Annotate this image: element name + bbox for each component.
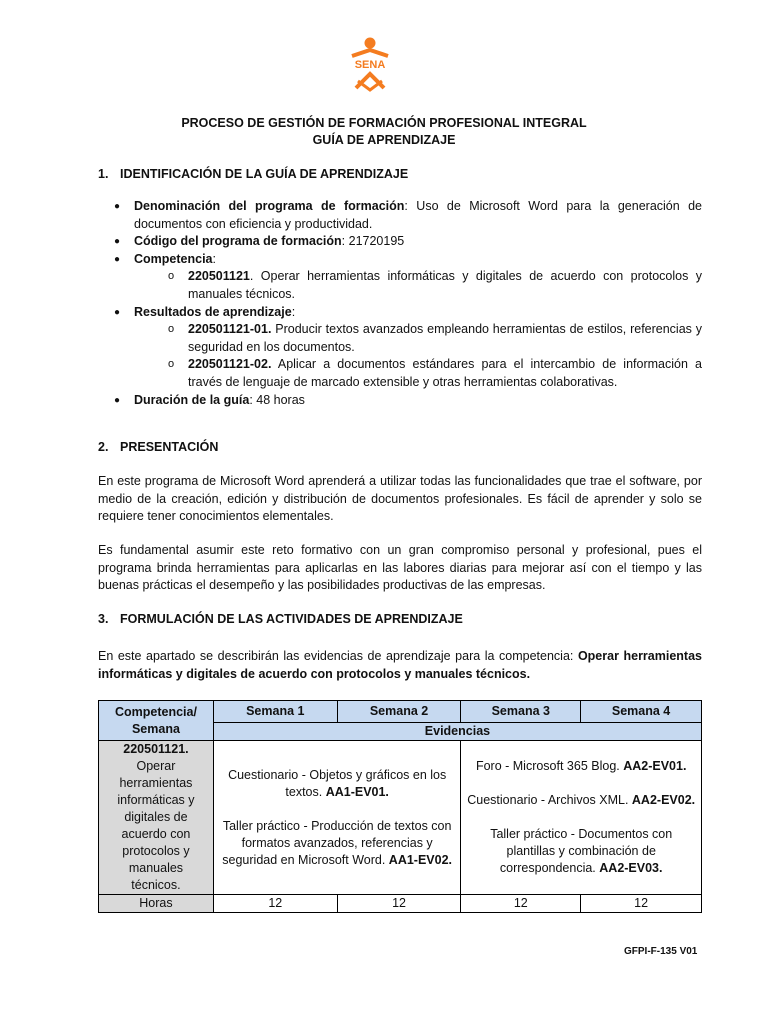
section-1-title: IDENTIFICACIÓN DE LA GUÍA DE APRENDIZAJE: [120, 167, 409, 181]
resultado-item-1: o 220501121-01. Producir textos avanzados empleando herramientas de estilos, referencias y seguridad en los documentos.: [134, 321, 702, 356]
identification-list: [98, 198, 702, 409]
weeks-3-4-evidence-cell: [461, 741, 702, 895]
week-4-header: Semana 4: [581, 701, 702, 723]
week-2-header: Semana 2: [337, 701, 461, 723]
evidence-table: [98, 700, 702, 913]
competencia-item: o 220501121. Operar herramientas informáticas y digitales de acuerdo con protocolos y manuales técnicos.: [134, 268, 702, 303]
list-item-codigo: ● Código del programa de formación: 21720195: [98, 233, 702, 251]
section-2-heading: [98, 440, 218, 454]
competencia-cell: [99, 741, 214, 895]
section-1-number: 1.: [98, 167, 109, 181]
activities-intro: En este apartado se describirán las evidencias de aprendizaje para la competencia: Operar herramientas informáticas y digitales de acuerdo con protocolos y manuales técnicos.: [98, 649, 702, 681]
list-item-resultados: ● Resultados de aprendizaje: o 220501121-01. Producir textos avanzados empleando herramientas de estilos, referencias y seguridad en los documentos. o 220501121-02. Aplicar a documentos estándares para el intercambio de información a través de lenguaje de marcado extensible y otras herramientas colaborativas.: [98, 304, 702, 392]
table-header-row: [99, 701, 702, 723]
evidence-row: [99, 741, 702, 895]
document-code: GFPI-F-135 V01: [624, 946, 698, 957]
hours-week-4: 12: [581, 895, 702, 913]
hours-week-1: 12: [213, 895, 337, 913]
competencia-text: Operar herramientas informáticas y digitales de acuerdo con protocolos y manuales técnicos.: [117, 759, 195, 892]
resultado-item-2: o 220501121-02. Aplicar a documentos estándares para el intercambio de información a través de lenguaje de marcado extensible y otras herramientas colaborativas.: [134, 356, 702, 391]
section-1-heading: [98, 167, 408, 181]
hours-label: Horas: [99, 895, 214, 913]
section-2-title: PRESENTACIÓN: [120, 440, 219, 454]
week-1-header: Semana 1: [213, 701, 337, 723]
resultados-sublist: [134, 321, 702, 391]
hours-week-2: 12: [337, 895, 461, 913]
list-item-denominacion: ● Denominación del programa de formación: Uso de Microsoft Word para la generación de documentos con eficiencia y productividad.: [98, 198, 702, 233]
competencia-code: 220501121.: [123, 742, 189, 756]
evidence-aa2-ev02: Cuestionario - Archivos XML. AA2-EV02.: [467, 793, 696, 807]
evidencias-header: Evidencias: [213, 723, 701, 741]
guide-title: GUÍA DE APRENDIZAJE: [312, 133, 456, 147]
competencia-sublist: [134, 268, 702, 303]
evidence-aa2-ev01: Foro - Microsoft 365 Blog. AA2-EV01.: [475, 759, 687, 773]
presentation-paragraph-1: En este programa de Microsoft Word aprenderá a utilizar todas las funcionalidades que trae el software, por medio de la creación, edición y distribución de documentos profesionales. Es fácil de aprender y solo se requiere tener conocimientos elementales.: [98, 474, 702, 524]
sena-logo: [344, 36, 396, 96]
hours-week-3: 12: [461, 895, 581, 913]
week-3-header: Semana 3: [461, 701, 581, 723]
section-3-number: 3.: [98, 612, 109, 626]
section-2-number: 2.: [98, 440, 109, 454]
competencia-semana-header: Competencia/ Semana: [99, 701, 214, 741]
presentation-paragraph-2: Es fundamental asumir este reto formativo con un gran compromiso personal y profesional, pues el programa brinda herramientas para aplicarlas en las labores diarias para mejorar así con el tiempo y las buenas prácticas el desempeño y las posibilidades productivas de las empresas.: [98, 543, 702, 593]
evidence-aa1-ev02: Taller práctico - Producción de textos con formatos avanzados, referencias y seguridad en Microsoft Word. AA1-EV02.: [222, 818, 453, 867]
evidence-aa2-ev03: Taller práctico - Documentos con plantillas y combinación de correspondencia. AA2-EV03.: [490, 827, 673, 875]
section-3-title: FORMULACIÓN DE LAS ACTIVIDADES DE APRENDIZAJE: [120, 612, 463, 626]
logo-text: SENA: [354, 59, 386, 71]
list-item-duracion: ● Duración de la guía: 48 horas: [98, 392, 702, 410]
list-item-competencia: ● Competencia: o 220501121. Operar herramientas informáticas y digitales de acuerdo con protocolos y manuales técnicos.: [98, 251, 702, 304]
weeks-1-2-evidence-cell: [213, 741, 461, 895]
process-title: PROCESO DE GESTIÓN DE FORMACIÓN PROFESIONAL INTEGRAL: [181, 116, 587, 130]
evidence-aa1-ev01: Cuestionario - Objetos y gráficos en los textos. AA1-EV01.: [228, 767, 447, 799]
section-3-heading: [98, 612, 463, 626]
hours-row: [99, 895, 702, 913]
